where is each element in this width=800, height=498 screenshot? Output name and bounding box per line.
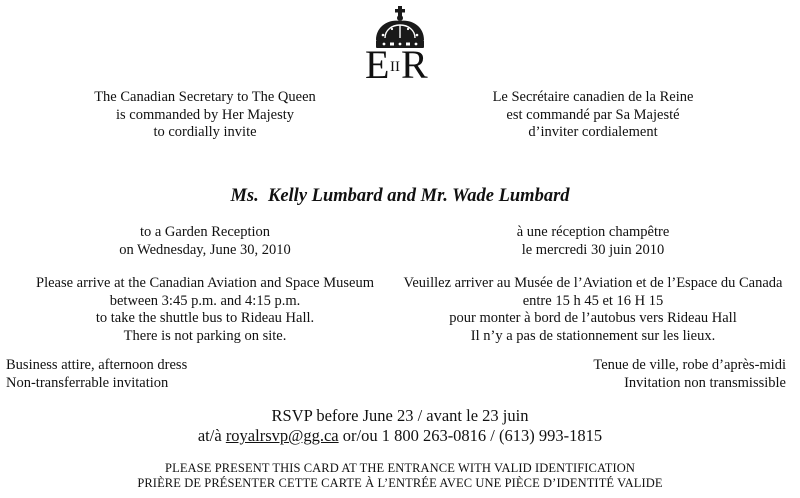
rsvp-prefix: at/à	[197, 426, 226, 445]
event-fr-line-2: le mercredi 30 juin 2010	[521, 241, 665, 258]
intro-fr-line-3: d’inviter cordialement	[528, 124, 658, 140]
rsvp-deadline: RSVP before June 23 / avant le 23 juin	[271, 406, 529, 425]
event-en-line-2: on Wednesday, June 30, 2010	[119, 241, 291, 258]
event-english	[10, 224, 400, 259]
royal-monogram	[363, 44, 437, 86]
identification-notice	[0, 461, 800, 491]
intro-english	[10, 89, 400, 142]
notice-english: PLEASE PRESENT THIS CARD AT THE ENTRANCE WITH VALID IDENTIFICATION	[165, 461, 635, 475]
arrival-en-line-3: to take the shuttle bus to Rideau Hall.	[95, 310, 315, 326]
intro-fr-line-2: est commandé par Sa Majesté	[506, 106, 680, 123]
rsvp-contact	[0, 426, 800, 446]
notice-french: PRIÈRE DE PRÉSENTER CETTE CARTE À L’ENTRÉE AVEC UNE PIÈCE D’IDENTITÉ VALIDE	[137, 476, 663, 490]
intro-french	[398, 89, 788, 142]
rsvp-phone: or/ou 1 800 263-0816 / (613) 993-1815	[338, 426, 603, 445]
arrival-en-line-1: Please arrive at the Canadian Aviation and Space Museum	[36, 275, 374, 291]
dress-en-line-1: Business attire, afternoon dress	[6, 357, 188, 373]
arrival-fr-line-3: pour monter à bord de l’autobus vers Rideau Hall	[449, 310, 737, 326]
intro-en-line-1: The Canadian Secretary to The Queen	[94, 89, 316, 105]
monogram-r: R	[401, 42, 428, 87]
monogram-numeral: II	[390, 59, 400, 75]
event-fr-line-1: à une réception champêtre	[516, 224, 670, 240]
dress-fr-line-2: Invitation non transmissible	[624, 374, 786, 391]
arrival-en-line-2: between 3:45 p.m. and 4:15 p.m.	[109, 292, 301, 309]
rsvp-block	[0, 406, 800, 446]
guest-names: Ms. Kelly Lumbard and Mr. Wade Lumbard	[230, 186, 570, 206]
arrival-fr-line-1: Veuillez arriver au Musée de l’Aviation et de l’Espace du Canada	[403, 275, 783, 291]
dress-en-line-2: Non-transferrable invitation	[6, 374, 169, 391]
dress-french	[593, 357, 786, 392]
intro-en-line-3: to cordially invite	[153, 124, 257, 140]
arrival-fr-line-4: Il n’y a pas de stationnement sur les lieux.	[470, 327, 716, 344]
intro-en-line-2: is commanded by Her Majesty	[116, 106, 294, 123]
event-en-line-1: to a Garden Reception	[139, 224, 271, 240]
rsvp-email-link[interactable]: royalrsvp@gg.ca	[225, 426, 339, 445]
dress-fr-line-1: Tenue de ville, robe d’après-midi	[593, 357, 786, 373]
intro-fr-line-1: Le Secrétaire canadien de la Reine	[492, 89, 694, 105]
arrival-fr-line-2: entre 15 h 45 et 16 H 15	[522, 292, 664, 309]
arrival-en-line-4: There is not parking on site.	[123, 327, 287, 344]
monogram-e: E	[365, 42, 390, 87]
event-french	[398, 224, 788, 259]
arrival-french	[398, 275, 788, 345]
dress-english	[6, 357, 187, 392]
arrival-english	[10, 275, 400, 345]
